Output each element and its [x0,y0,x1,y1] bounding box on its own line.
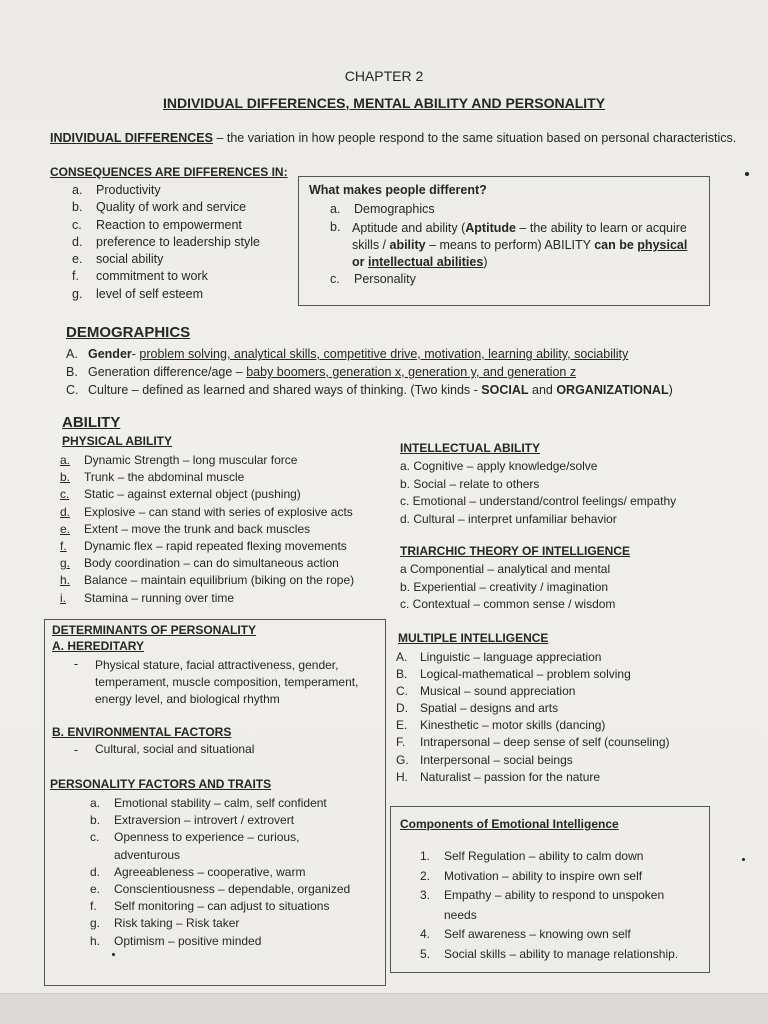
list-item-text: Musical – sound appreciation [420,684,576,699]
culture-text: Culture – defined as learned and shared ways of thinking. (Two kinds - [88,383,482,397]
list-item [396,650,670,667]
gender-text: problem solving, analytical skills, competitive drive, motivation, learning ability, sociability [139,347,629,361]
list-marker: c. [60,487,70,502]
list-item-text: Extent – move the trunk and back muscles [84,521,311,536]
list-item-text: adventurous [114,847,181,862]
list-item-text: Stamina – running over time [84,590,235,605]
list-item-text: Dynamic Strength – long muscular force [84,453,298,467]
list-marker: 3. [420,888,431,902]
list-item [400,597,615,615]
environmental-heading: B. ENVIRONMENTAL FACTORS [52,725,232,739]
intellectual-ability-list [400,459,676,529]
generation-text: baby boomers, generation x, generation y, and generation z [246,365,577,379]
list-item [400,494,676,512]
marker: a. [330,202,341,216]
list-marker: E. [396,718,408,733]
list-item [60,487,354,504]
list-item [400,459,676,477]
page-title: INDIVIDUAL DIFFERENCES, MENTAL ABILITY AND PERSONALITY [162,95,606,111]
list-item-continuation [420,908,678,928]
list-marker: e. [72,252,83,267]
chapter-label: CHAPTER 2 [344,68,424,84]
list-item [400,562,615,580]
what-makes-c [330,272,416,286]
emotional-intelligence-heading: Components of Emotional Intelligence [400,817,619,831]
list-item [72,183,260,200]
what-makes-a [330,202,435,216]
list-item-text: Motivation – ability to inspire own self [444,868,643,883]
hereditary-heading: A. HEREDITARY [52,639,145,653]
org-term: ORGANIZATIONAL [556,383,669,397]
list-item-text: Self awareness – knowing own self [444,927,631,941]
list-item-text: Extraversion – introvert / extrovert [114,813,295,828]
list-item [60,505,354,522]
list-item [420,869,678,889]
list-marker: a. [72,183,83,197]
list-marker: D. [396,701,408,716]
list-item [396,770,670,787]
determinants-heading: DETERMINANTS OF PERSONALITY [52,623,257,637]
list-marker: h. [60,573,71,588]
list-marker: e. [60,521,71,536]
list-marker: 1. [420,849,431,863]
intellectual-ability-heading: INTELLECTUAL ABILITY [400,441,540,455]
physical-term: physical [637,238,688,252]
emotional-intelligence-list [420,849,678,966]
list-item [90,865,350,882]
intellectual-term: intellectual abilities [367,255,484,269]
list-item-text: commitment to work [96,269,208,284]
generation-label: Generation difference/age – [88,365,247,379]
list-marker: 4. [420,927,431,941]
list-item [60,539,354,556]
margin-dot [742,858,745,861]
hereditary-text: Physical stature, facial attractiveness, gender, temperament, muscle composition, temperament, energy level, and biological rhythm [95,658,359,706]
what-makes-a-text: Demographics [354,202,435,216]
list-marker: d. [60,504,71,519]
ability-term: ability [389,238,426,252]
list-item-text: Logical-mathematical – problem solving [420,667,631,682]
and: and [528,383,557,397]
demographics-a [66,347,628,361]
list-marker: A. [396,650,408,664]
list-item [420,888,678,908]
list-item [60,470,354,487]
list-marker: h. [90,933,101,948]
list-item-text: Risk taking – Risk taker [114,916,240,931]
list-item [90,899,350,916]
list-item-text: Emotional stability – calm, self confident [114,796,327,810]
what-makes-heading: What makes people different? [309,183,487,197]
list-marker: f. [72,269,79,284]
list-item-text: social ability [96,252,164,267]
list-item-text: level of self esteem [96,286,203,301]
list-item [60,573,354,590]
list-item [396,667,670,684]
list-item-text: Agreeableness – cooperative, warm [114,864,306,879]
list-marker: d. [90,864,101,879]
list-item [396,701,670,718]
multiple-intelligence-list [396,650,670,787]
list-item [400,512,676,530]
triarchic-list [400,562,615,615]
aptitude-term: Aptitude [465,221,516,235]
list-marker: C. [396,684,408,699]
list-item-text: Kinesthetic – motor skills (dancing) [420,718,606,733]
ability-heading: ABILITY [62,414,121,431]
bullet-mark [112,953,115,956]
list-marker: b. [60,470,71,485]
list-item-text: Static – against external object (pushing) [84,487,301,502]
list-item [60,522,354,539]
list-item [420,927,678,947]
list-marker: g. [90,916,101,931]
list-item [396,753,670,770]
list-marker: b. [90,813,101,828]
definition-text: – the variation in how people respond to the same situation based on personal characteristics. [212,131,737,145]
list-item [396,684,670,701]
list-marker: 2. [420,868,431,883]
list-item-text: Intrapersonal – deep sense of self (counseling) [420,735,670,750]
list-item [396,735,670,752]
list-item-text: Linguistic – language appreciation [420,650,602,664]
list-item-text: Dynamic flex – rapid repeated flexing movements [84,538,347,553]
list-marker: i. [60,590,66,605]
list-item-text: Naturalist – passion for the nature [420,769,601,784]
b-text-1: Aptitude and ability ( [352,221,466,235]
demographics-c [66,383,673,397]
gender-label: Gender [88,347,132,361]
list-marker: g. [72,286,83,301]
list-item-text: needs [444,907,477,922]
sep: - [131,347,140,361]
traits-heading: PERSONALITY FACTORS AND TRAITS [50,777,272,791]
environmental-text: Cultural, social and situational [95,742,255,756]
list-item-text: Interpersonal – social beings [420,752,573,767]
list-marker: B. [396,667,408,682]
definition-line [50,131,736,145]
list-item [72,252,260,269]
list-marker: F. [396,735,406,750]
list-item-text: preference to leadership style [96,234,260,249]
list-item [90,916,350,933]
b-text-5: or [352,255,368,269]
traits-list [90,796,350,951]
list-marker: a. [60,453,71,467]
b-text-3: – means to perform) ABILITY [425,238,595,252]
list-item [72,235,260,252]
end: ) [668,383,673,397]
list-marker: e. [90,881,101,896]
list-item-text: Self monitoring – can adjust to situations [114,899,330,914]
physical-ability-heading: PHYSICAL ABILITY [62,434,173,448]
list-marker: f. [60,538,67,553]
marker: A. [66,347,78,361]
marker: C. [66,383,79,397]
list-marker: c. [72,217,82,232]
list-item-text: Trunk – the abdominal muscle [84,470,245,485]
list-item-text: d. Cultural – interpret unfamiliar behavior [400,511,617,526]
margin-dot [745,172,749,176]
list-item [72,269,260,286]
list-item-text: a. Cognitive – apply knowledge/solve [400,459,598,473]
list-item [60,556,354,573]
page-bottom-edge [0,993,768,1024]
demographics-heading: DEMOGRAPHICS [66,324,191,341]
b-text-4: can be [594,238,638,252]
list-marker: f. [90,899,97,914]
what-makes-b-text [352,220,702,271]
list-item-text: Spatial – designs and arts [420,701,559,716]
list-item-text: Conscientiousness – dependable, organized [114,881,351,896]
hereditary-dash: - [74,657,79,671]
list-item [420,849,678,869]
list-item [420,947,678,967]
list-item-text: Empathy – ability to respond to unspoken [444,888,665,902]
list-marker: c. [90,830,100,845]
consequences-heading: CONSEQUENCES ARE DIFFERENCES IN: [50,165,288,179]
list-item-text: Reaction to empowerment [96,217,242,232]
list-item-text: Optimism – positive minded [114,933,262,948]
list-marker: g. [60,556,71,571]
consequences-list [72,183,260,304]
list-item-text: a Componential – analytical and mental [400,562,611,576]
list-marker: b. [72,200,83,215]
physical-ability-list [60,453,354,608]
list-item-text: c. Contextual – common sense / wisdom [400,597,616,611]
list-item [400,580,615,598]
list-item-text: Body coordination – can do simultaneous action [84,556,339,571]
list-item [72,200,260,217]
demographics-b [66,365,576,379]
list-marker: a. [90,796,101,810]
what-makes-b-marker: b. [330,220,341,234]
list-item [60,453,354,470]
list-marker: H. [396,769,408,784]
list-item-text: Self Regulation – ability to calm down [444,849,644,863]
list-item-text: b. Social – relate to others [400,476,540,491]
list-item [396,718,670,735]
list-marker: 5. [420,946,431,961]
list-marker: G. [396,752,409,767]
b-text-2: – the ability to learn or acquire skills / [352,221,687,252]
list-item-text: Social skills – ability to manage relationship. [444,946,679,961]
list-item-text: Quality of work and service [96,200,247,215]
multiple-intelligence-heading: MULTIPLE INTELLIGENCE [398,631,549,645]
what-makes-c-text: Personality [354,272,416,286]
list-item [90,934,350,951]
list-item-text: b. Experiential – creativity / imagination [400,579,609,594]
list-item [90,882,350,899]
list-item-text: Explosive – can stand with series of explosive acts [84,504,353,519]
list-item-text: Balance – maintain equilibrium (biking on the rope) [84,573,355,588]
list-item [72,218,260,235]
list-item [72,287,260,304]
definition-term: INDIVIDUAL DIFFERENCES [50,131,213,145]
list-item [90,813,350,830]
list-item-text: Productivity [96,183,161,197]
list-item [90,796,350,813]
list-item-text: Openness to experience – curious, [114,830,300,845]
b-text-6: ) [483,255,488,269]
marker: c. [330,272,340,286]
list-item-continuation [90,848,350,865]
list-item [90,830,350,847]
list-item [60,591,354,608]
list-item [400,477,676,495]
environmental-dash: - [74,743,79,757]
list-marker: d. [72,234,83,249]
social-term: SOCIAL [481,383,529,397]
list-item-text: c. Emotional – understand/control feelings/ empathy [400,494,677,508]
triarchic-heading: TRIARCHIC THEORY OF INTELLIGENCE [400,544,631,558]
marker: B. [66,365,78,379]
